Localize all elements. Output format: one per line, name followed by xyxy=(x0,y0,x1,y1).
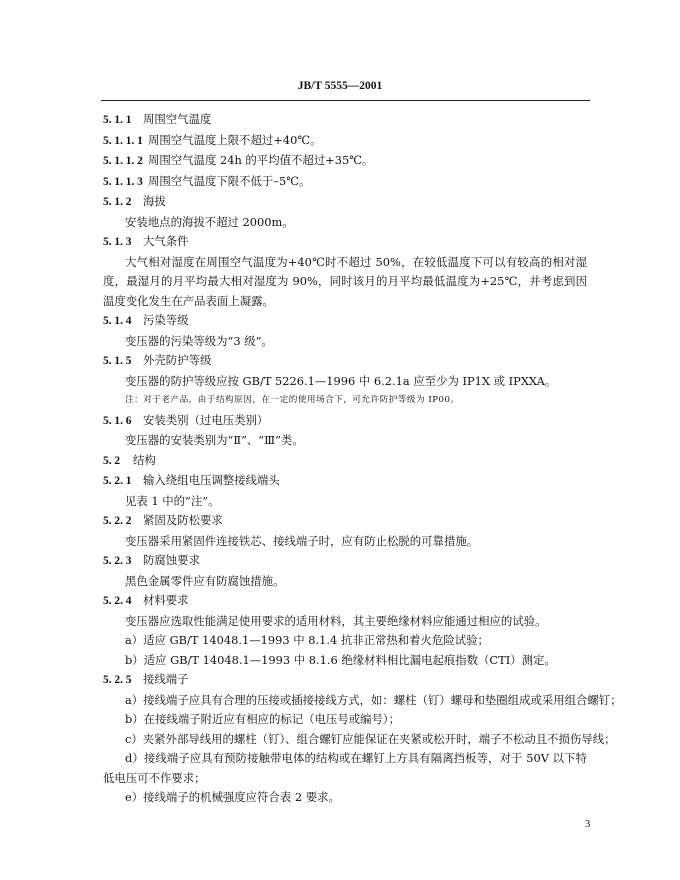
note-text: 注：对于老产品，由于结构原因，在一定的使用场合下，可允许防护等级为 IP00。 xyxy=(125,395,460,405)
section-title: 材料要求 xyxy=(143,593,189,607)
section-number: 5. 1. 1 xyxy=(103,114,132,126)
section-heading xyxy=(103,670,587,691)
body-line: 变压器采用紧固件连接铁芯、接线端子时，应有防止松脱的可靠措施。 xyxy=(125,533,479,548)
section-heading xyxy=(103,591,587,612)
section-number: 5. 1. 2 xyxy=(103,196,132,208)
section-title: 海拔 xyxy=(143,194,166,208)
section-number: 5. 1. 1. 3 xyxy=(103,175,143,188)
section-title: 输入绕组电压调整接线端头 xyxy=(143,473,280,487)
document-body xyxy=(103,110,622,808)
section-heading xyxy=(103,471,587,492)
section-number: 5. 1. 1. 2 xyxy=(103,155,143,167)
body-paragraph: d）接线端子应具有预防接触带电体的结构或在螺钉上方具有隔离挡板等，对于 50V 以下特低电压可不作要求； xyxy=(103,751,587,785)
section-number: 5. 1. 5 xyxy=(103,355,132,367)
section-heading xyxy=(103,411,587,432)
section-title: 安装类别（过电压类别） xyxy=(143,412,269,427)
section-number: 5. 1. 3 xyxy=(103,236,132,248)
section-title: 外壳防护等级 xyxy=(143,353,212,367)
body-line: b）在接线端子附近应有相应的标记（电压号或编号）； xyxy=(125,712,400,726)
body-line: 安装地点的海拔不超过 2000m。 xyxy=(125,214,294,229)
section-heading xyxy=(103,131,587,152)
section-title: 周围空气温度下限不低于–5℃。 xyxy=(148,173,311,188)
section-heading xyxy=(103,192,587,213)
section-heading xyxy=(103,151,587,172)
section-title: 结构 xyxy=(133,452,156,467)
body-line: a）接线端子应具有合理的压接或插接接线方式，如：螺柱（钉）螺母和垫圈组成或采用组合螺钉； xyxy=(125,692,622,707)
body-line: 变压器应选取性能满足使用要求的适用材料，其主要绝缘材料应能通过相应的试验。 xyxy=(125,613,547,628)
section-heading xyxy=(103,232,587,253)
body-line: 黑色金属零件应有防腐蚀措施。 xyxy=(125,573,285,588)
section-heading xyxy=(103,451,587,472)
section-heading xyxy=(103,511,587,532)
document-header: JB/T 5555—2001 xyxy=(297,80,383,92)
body-line: a）适应 GB/T 14048.1—1993 中 8.1.4 抗非正常热和着火危险试验； xyxy=(125,633,489,647)
body-line: c）夹紧外部导线用的螺柱（钉）、组合螺钉应能保证在夹紧或松开时，端子不松动且不损伤导线； xyxy=(125,731,616,746)
section-number: 5. 2. 5 xyxy=(103,674,132,686)
body-line: 变压器的污染等级为“3 级”。 xyxy=(125,333,273,348)
section-heading xyxy=(103,311,587,332)
section-title: 周围空气温度 xyxy=(143,112,212,126)
body-paragraph: 大气相对湿度在周围空气温度为+40℃时不超过 50%，在较低温度下可以有较高的相对湿度，最湿月的月平均最大相对湿度为 90%，同时该月的月平均最低温度为+25℃，并考虑到因温度变化发生在产品表面上凝露。 xyxy=(103,254,587,308)
section-title: 防腐蚀要求 xyxy=(143,553,200,567)
section-number: 5. 1. 4 xyxy=(103,315,132,327)
section-title: 周围空气温度上限不超过+40℃。 xyxy=(148,132,322,147)
section-number: 5. 1. 1. 1 xyxy=(103,134,143,147)
body-line: b）适应 GB/T 14048.1—1993 中 8.1.6 绝缘材料相比漏电起痕指数（CTI）测定。 xyxy=(125,652,556,667)
section-heading xyxy=(103,551,587,572)
section-title: 大气条件 xyxy=(143,234,189,248)
body-line: e）接线端子的机械强度应符合表 2 要求。 xyxy=(125,790,340,804)
section-heading xyxy=(103,351,587,372)
header-rule xyxy=(101,100,590,101)
body-line: 变压器的防护等级应按 GB/T 5226.1—1996 中 6.2.1a 应至少为 IP1X 或 IPXXA。 xyxy=(125,373,557,388)
section-heading xyxy=(103,110,587,131)
section-heading xyxy=(103,172,587,193)
section-title: 接线端子 xyxy=(143,672,189,686)
section-number: 5. 2 xyxy=(103,454,121,467)
section-title: 周围空气温度 24h 的平均值不超过+35℃。 xyxy=(148,153,374,167)
section-number: 5. 1. 6 xyxy=(103,414,132,427)
body-line: 变压器的安装类别为“Ⅱ”、“Ⅲ”类。 xyxy=(125,433,304,447)
section-title: 污染等级 xyxy=(143,313,189,327)
section-title: 紧固及防松要求 xyxy=(143,513,223,527)
section-number: 5. 2. 3 xyxy=(103,555,132,567)
section-number: 5. 2. 4 xyxy=(103,595,132,607)
page-number: 3 xyxy=(585,819,591,830)
body-line: 见表 1 中的“注”。 xyxy=(125,493,220,508)
section-number: 5. 2. 2 xyxy=(103,515,132,527)
section-number: 5. 2. 1 xyxy=(103,475,132,487)
